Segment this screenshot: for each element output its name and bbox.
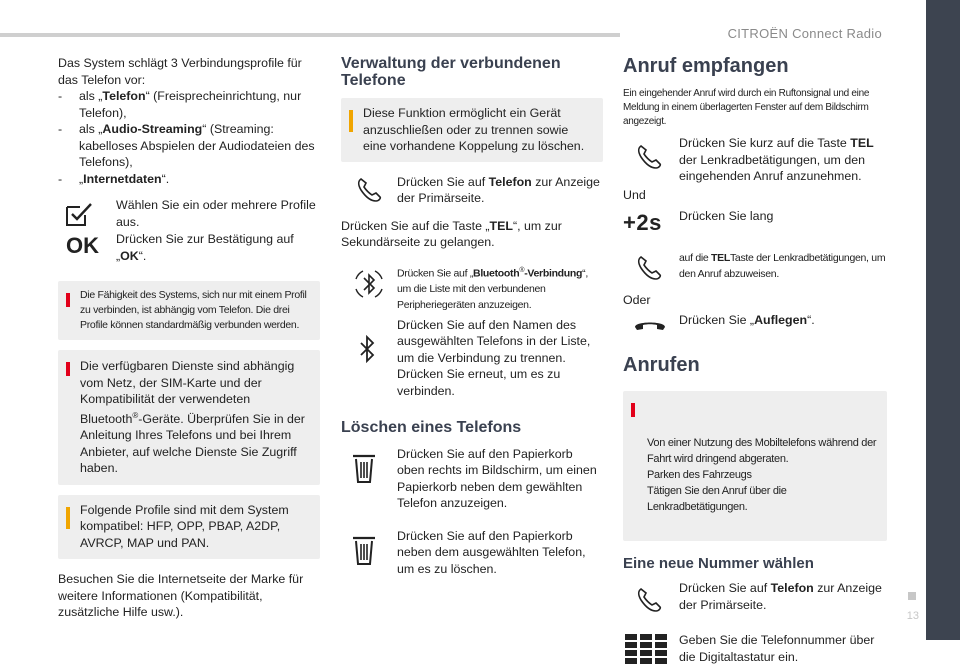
section-title: Verwaltung der verbundenen Telefone [341,55,561,89]
step-bluetooth [341,263,603,313]
step-text: Geben Sie die Telefonnummer über die Digitaltastatur ein. [679,633,875,664]
section-title: Anruf empfangen [623,55,789,77]
header-title: CITROËN Connect Radio [727,26,882,41]
phone-icon [635,586,663,614]
step-hang-up [623,312,887,342]
section-title: Anrufen [623,354,700,376]
info-text: Folgende Profile sind mit dem System kompatibel: HFP, OPP, PBAP, A2DP, AVRCP, MAP und PAN. [80,502,289,550]
phone-icon [635,254,663,282]
confirm-text: Drücken Sie zur Bestätigung auf „OK“. [116,232,294,263]
warning-text: Die Fähigkeit des Systems, sich nur mit einem Profil zu verbinden, ist abhängig vom Telefon. Die drei Profile können standardmäßig verbunden werden. [80,289,307,331]
list-item: - als „Telefon“ (Freisprecheinrichtung, nur Telefon), [58,89,302,120]
step-text: Drücken Sie kurz auf die Taste TEL der Lenkradbetätigungen, um den eingehenden Anruf anzunehmen. [679,136,874,183]
step-trash-top [341,446,603,522]
warning-text: Von einer Nutzung des Mobiltelefons während der Fahrt wird dringend abgeraten. Parken des Fahrzeugs Tätigen Sie den Anruf über die Lenkradbetätigungen. [647,437,877,513]
oder-label: Oder [623,292,651,307]
step-text: Drücken Sie auf Telefon zur Anzeige der Primärseite. [679,581,882,612]
info-box [58,495,320,560]
step-long-press [623,206,887,246]
incoming-call-lead: Ein eingehender Anruf wird durch ein Ruftonsignal und eine Meldung in einem überlagerten Fenster auf dem Bildschirm angezeigt. [623,88,870,127]
phone-icon [355,176,383,204]
ok-icon: OK [66,233,99,258]
select-profiles-text: Wählen Sie ein oder mehrere Profile aus. [116,198,316,229]
warning-text: Die verfügbaren Dienste sind abhängig vom Netz, der SIM-Karte und der Kompatibilität der verwendeten Bluetooth®-Geräte. Überprüfen Sie in der Anleitung Ihres Telefons und bei Ihrem Anbieter, auf welche Dienste Sie Zugriff haben. [80,359,305,476]
info-icon [349,110,353,132]
section-title: Eine neue Nummer wählen [623,555,814,572]
step-phone [341,172,603,212]
warning-box [58,281,320,340]
bluetooth-connection-icon [353,267,385,301]
hang-up-icon [633,318,667,332]
warning-box [623,391,887,541]
step-text: Drücken Sie auf den Papierkorb neben dem ausgewählten Telefon, um es zu löschen. [397,528,586,576]
profiles-intro: Das System schlägt 3 Verbindungsprofile für das Telefon vor: [58,56,302,87]
warning-box [58,350,320,485]
column-calls [623,55,887,672]
step-text: Drücken Sie auf den Namen des ausgewählten Telefons in der Liste, um die Verbindung zu trennen. Drücken Sie erneut, um es zu verbinden. [397,317,591,398]
step-text: Drücken Sie auf den Papierkorb oben rechts im Bildschirm, um einen Papierkorb neben dem gewählten Telefon anzuzeigen. [397,446,597,510]
warning-icon [66,362,70,376]
step-text: Drücken Sie „Auflegen“. [679,313,815,327]
list-item: - „Internetdaten“. [58,171,170,186]
step-text: Drücken Sie auf „Bluetooth®-Verbindung“, um die Liste mit den verbundenen Peripheriegeräten anzuzeigen. [397,266,588,311]
bluetooth-icon [357,335,379,363]
step-text: Drücken Sie lang [679,208,774,223]
section-title: Löschen eines Telefons [341,418,522,436]
column-profiles [58,55,320,621]
profiles-list [58,88,320,187]
info-text: Diese Funktion ermöglicht ein Gerät anzuschließen oder zu trennen sowie eine vorhandene Koppelung zu löschen. [363,106,585,153]
step-text: auf die TELTaste der Lenkradbetätigungen, um den Anruf abzuweisen. [679,251,886,280]
step-new-number-phone [623,580,887,628]
step-phone-name [341,317,603,403]
step-keypad [623,632,887,672]
warning-icon [66,293,70,307]
header-rule [0,33,620,37]
select-profiles-step [58,197,320,273]
plus-2s-icon: +2s [623,209,662,235]
page-number: 13 [906,610,919,622]
info-box [341,98,603,162]
warning-icon [631,403,635,417]
info-icon [66,507,70,529]
step-tel-long [623,250,887,290]
website-note: Besuchen Sie die Internetseite der Marke für weitere Informationen (Kompatibilität, zusätzliche Hilfe usw.). [58,572,304,620]
step-trash-row [341,528,603,584]
und-label: Und [623,188,646,202]
trash-icon [351,452,377,484]
checkbox-icon [64,201,94,227]
keypad-icon [625,634,667,664]
column-manage-phones [341,55,603,584]
list-item: - als „Audio-Streaming“ (Streaming: kabelloses Abspielen der Audiodateien des Telefons), [58,122,315,169]
step-text: Drücken Sie auf Telefon zur Anzeige der Primärseite. [397,174,600,205]
tel-key-text: Drücken Sie auf die Taste „TEL“, um zur Sekundärseite zu gelangen. [341,218,562,249]
phone-icon [635,143,663,171]
step-tel-short [623,135,887,187]
page-sidebar [926,0,960,640]
trash-icon [351,534,377,566]
page-marker [908,592,916,600]
